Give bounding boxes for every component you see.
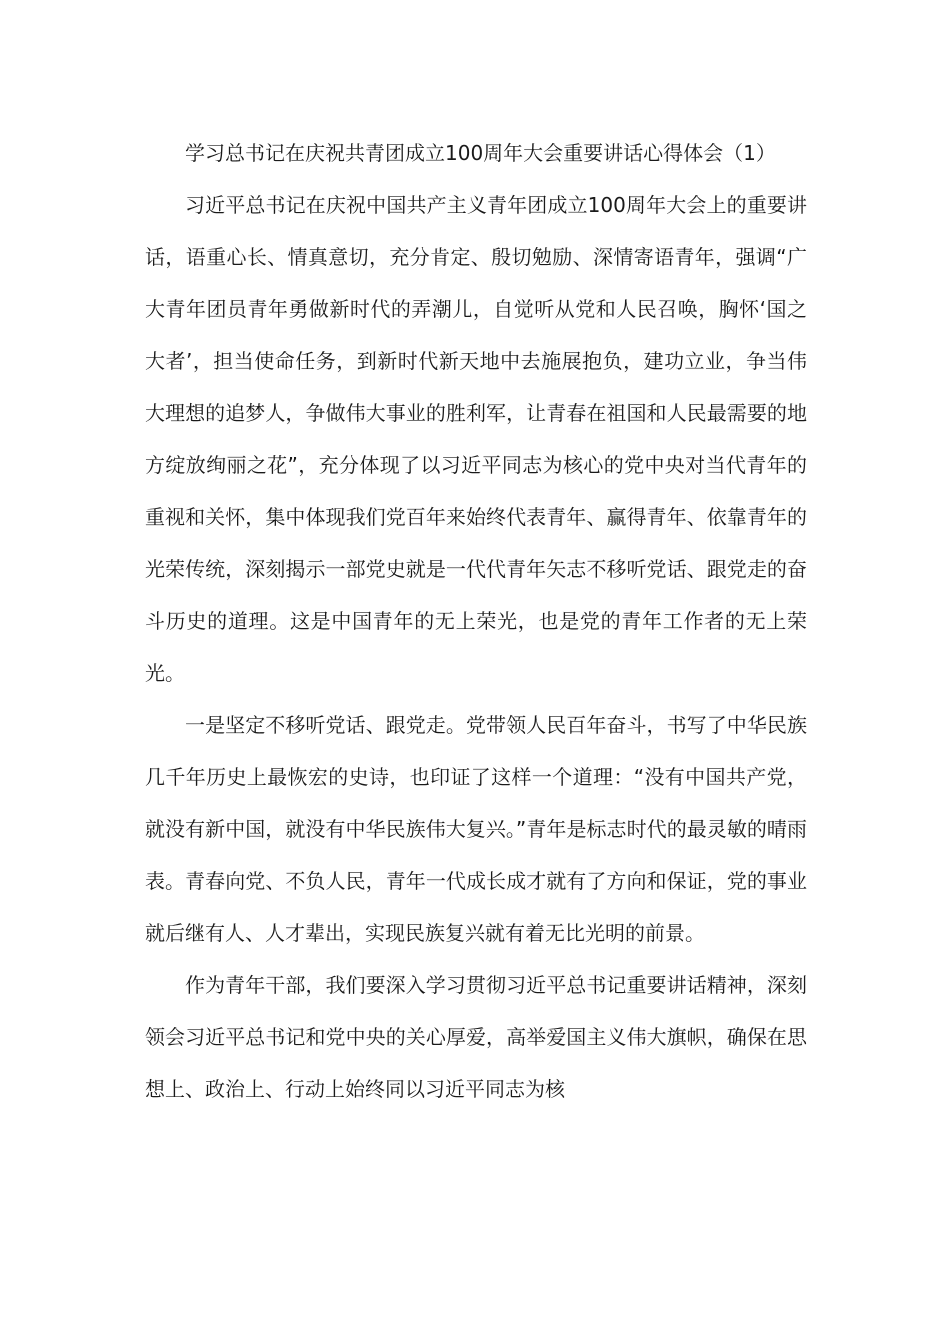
paragraph-2: 一是坚定不移听党话、跟党走。党带领人民百年奋斗，书写了中华民族几千年历史上最恢宏的史诗，也印证了这样一个道理：“没有中国共产党，就没有新中国，就没有中华民族伟大复兴。”青年是标志时代的最灵敏的晴雨表。青春向党、不负人民，青年一代成长成才就有了方向和保证，党的事业就后继有人、人才辈出，实现民族复兴就有着无比光明的前景。 <box>145 713 807 945</box>
document-title: 学习总书记在庆祝共青团成立100周年大会重要讲话心得体会（1） <box>185 141 776 165</box>
paragraph-3: 作为青年干部，我们要深入学习贯彻习近平总书记重要讲话精神，深刻领会习近平总书记和党中央的关心厚爱，高举爱国主义伟大旗帜，确保在思想上、政治上、行动上始终同以习近平同志为核 <box>145 973 807 1101</box>
document-body <box>145 127 807 1115</box>
paragraph-1: 习近平总书记在庆祝中国共产主义青年团成立100周年大会上的重要讲话，语重心长、情真意切，充分肯定、殷切勉励、深情寄语青年，强调“广大青年团员青年勇做新时代的弄潮儿，自觉听从党和人民召唤，胸怀‘国之大者’，担当使命任务，到新时代新天地中去施展抱负，建功立业，争当伟大理想的追梦人，争做伟大事业的胜利军，让青春在祖国和人民最需要的地方绽放绚丽之花”，充分体现了以习近平同志为核心的党中央对当代青年的重视和关怀，集中体现我们党百年来始终代表青年、赢得青年、依靠青年的光荣传统，深刻揭示一部党史就是一代代青年矢志不移听党话、跟党走的奋斗历史的道理。这是中国青年的无上荣光，也是党的青年工作者的无上荣光。 <box>145 193 807 685</box>
